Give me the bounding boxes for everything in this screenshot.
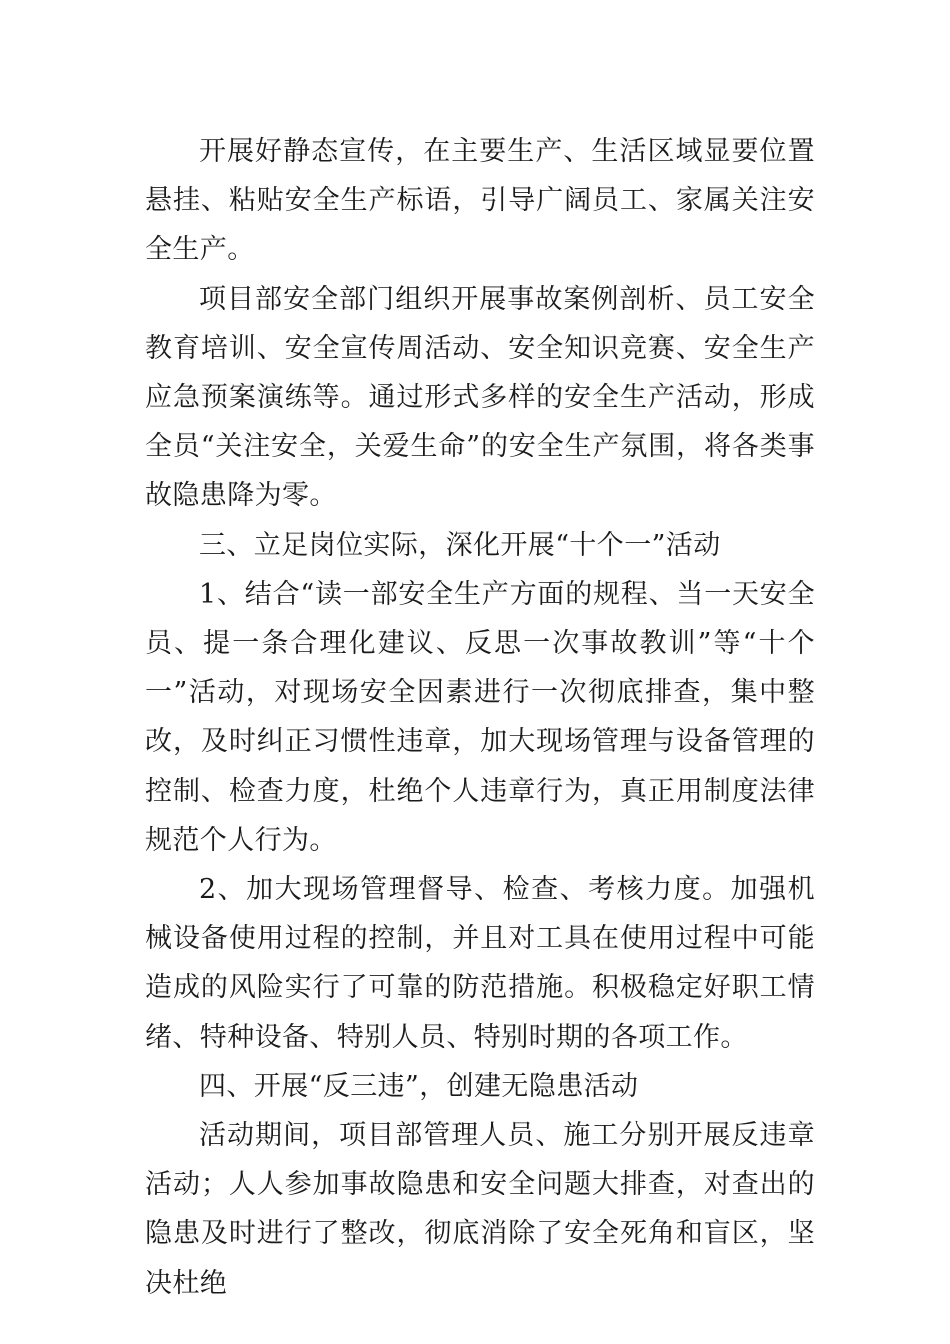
section-heading-three: 三、立足岗位实际，深化开展“十个一”活动 [199, 529, 721, 561]
paragraph-item-2: 2、加大现场管理督导、检查、考核力度。加强机械设备使用过程的控制，并且对工具在使用过程中可能造成的风险实行了可靠的防范措施。积极稳定好职工情绪、特种设备、特别人员、特别时期的各项工作。 [145, 874, 815, 1053]
paragraph-item-1: 1、结合“读一部安全生产方面的规程、当一天安全员、提一条合理化建议、反思一次事故教训”等“十个一”活动，对现场安全因素进行一次彻底排查，集中整改，及时纠正习惯性违章，加大现场管理与设备管理的控制、检查力度，杜绝个人违章行为，真正用制度法律规范个人行为。 [145, 578, 815, 856]
document-body [145, 127, 815, 1308]
paragraph-activity-period: 活动期间，项目部管理人员、施工分别开展反违章活动；人人参加事故隐患和安全问题大排查，对查出的隐患及时进行了整改，彻底消除了安全死角和盲区，坚决杜绝 [145, 1120, 815, 1299]
paragraph-static-publicity: 开展好静态宣传，在主要生产、生活区域显要位置悬挂、粘贴安全生产标语，引导广阔员工、家属关注安全生产。 [145, 136, 815, 266]
paragraph-safety-activities: 项目部安全部门组织开展事故案例剖析、员工安全教育培训、安全宣传周活动、安全知识竞赛、安全生产应急预案演练等。通过形式多样的安全生产活动，形成全员“关注安全，关爱生命”的安全生产氛围，将各类事故隐患降为零。 [145, 283, 815, 512]
section-heading-four: 四、开展“反三违”，创建无隐患活动 [199, 1070, 639, 1102]
